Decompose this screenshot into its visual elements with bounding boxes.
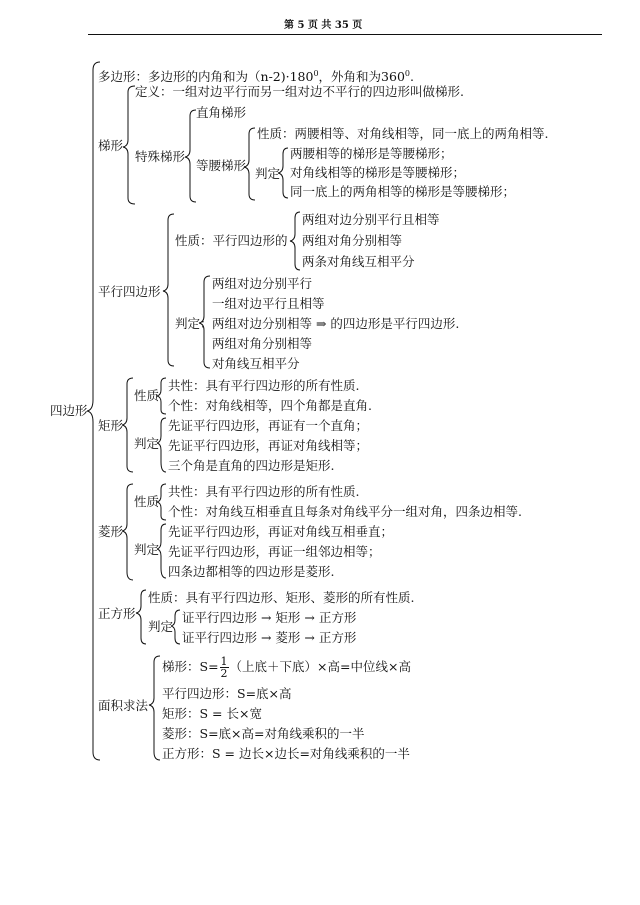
list-item: 菱形：S=底×高=对角线乘积的一半: [162, 726, 365, 741]
degree-mark-2: 0: [404, 69, 410, 78]
fraction-half: [220, 656, 229, 679]
list-item: 两组对边分别平行: [212, 276, 313, 291]
polygon-text: 多边形的内角和为（n-2)·180: [148, 69, 314, 85]
square-judge-label: 判定: [148, 619, 174, 634]
square-property: 性质：具有平行四边形、矩形、菱形的所有性质.: [148, 590, 415, 605]
square-label: 正方形: [98, 606, 136, 621]
list-item: 对角线互相平分: [212, 356, 300, 371]
fraction-denominator: 2: [220, 667, 228, 680]
list-item: 两组对边分别平行且相等: [302, 212, 440, 227]
isosceles-property: 性质：两腰相等、对角线相等，同一底上的两角相等.: [257, 126, 549, 141]
list-item: 共性：具有平行四边形的所有性质.: [168, 484, 360, 499]
right-trapezoid: 直角梯形: [196, 105, 247, 120]
rhombus-label: 菱形: [98, 524, 124, 539]
rhombus-property-label: 性质: [134, 494, 160, 509]
rectangle-property-label: 性质: [134, 388, 160, 403]
trapezoid-label: 梯形: [98, 138, 124, 153]
list-item: 对角线相等的梯形是等腰梯形；: [290, 165, 466, 180]
polygon-label: 多边形：: [98, 69, 149, 85]
degree-mark: 0: [313, 69, 319, 78]
isosceles-judge-label: 判定: [255, 166, 281, 181]
list-item: 四条边都相等的四边形是菱形.: [168, 564, 335, 579]
rectangle-label: 矩形: [98, 418, 124, 433]
rhombus-judge-label: 判定: [134, 542, 160, 557]
list-item: 矩形：S = 长×宽: [162, 706, 262, 721]
root-label: 四边形: [50, 403, 88, 418]
polygon-text-2: ，外角和为360: [318, 69, 405, 85]
parallelogram-judge-label: 判定：: [175, 316, 213, 331]
trap-formula-b: （上底＋下底）×高=中位线×高: [229, 659, 411, 674]
list-item: 三个角是直角的四边形是矩形.: [168, 458, 335, 473]
list-item: 两腰相等的梯形是等腰梯形；: [290, 146, 453, 161]
list-item: 证平行四边形 → 矩形 → 正方形: [182, 610, 357, 625]
list-item: 正方形：S = 边长×边长=对角线乘积的一半: [162, 746, 410, 761]
rectangle-judge-label: 判定: [134, 436, 160, 451]
list-item: 两组对边分别相等 ⇒ 的四边形是平行四边形.: [212, 316, 460, 331]
list-item: 平行四边形：S=底×高: [162, 686, 292, 701]
list-item: 两条对角线互相平分: [302, 254, 415, 269]
list-item: 个性：对角线互相垂直且每条对角线平分一组对角，四条边相等.: [168, 504, 522, 519]
area-label: 面积求法: [98, 698, 149, 713]
list-item: 两组对角分别相等: [212, 336, 313, 351]
list-item: 个性：对角线相等，四个角都是直角.: [168, 398, 372, 413]
fraction-numerator: 1: [220, 655, 228, 668]
parallelogram-property: 性质：平行四边形的: [175, 233, 288, 248]
list-item: 两组对角分别相等: [302, 233, 403, 248]
list-item: 先证平行四边形，再证一组邻边相等；: [168, 544, 381, 559]
page-header: 第 5 页 共 35 页: [284, 20, 363, 31]
isosceles-trapezoid: 等腰梯形: [196, 158, 247, 173]
list-item: 先证平行四边形，再证有一个直角；: [168, 418, 369, 433]
special-trapezoid-label: 特殊梯形: [135, 149, 186, 164]
parallelogram-label: 平行四边形: [98, 284, 161, 299]
list-item: 证平行四边形 → 菱形 → 正方形: [182, 630, 357, 645]
trapezoid-definition: 定义：一组对边平行而另一组对边不平行的四边形叫做梯形.: [135, 84, 464, 99]
area-trapezoid: [162, 656, 411, 679]
list-item: 同一底上的两角相等的梯形是等腰梯形；: [290, 184, 516, 199]
list-item: 一组对边平行且相等: [212, 296, 325, 311]
list-item: 共性：具有平行四边形的所有性质.: [168, 378, 360, 393]
list-item: 先证平行四边形，再证对角线相等；: [168, 438, 369, 453]
polygon-line: [98, 66, 414, 85]
trap-formula-a: 梯形：S=: [162, 659, 219, 674]
polygon-end: .: [410, 69, 414, 85]
list-item: 先证平行四边形，再证对角线互相垂直；: [168, 524, 394, 539]
